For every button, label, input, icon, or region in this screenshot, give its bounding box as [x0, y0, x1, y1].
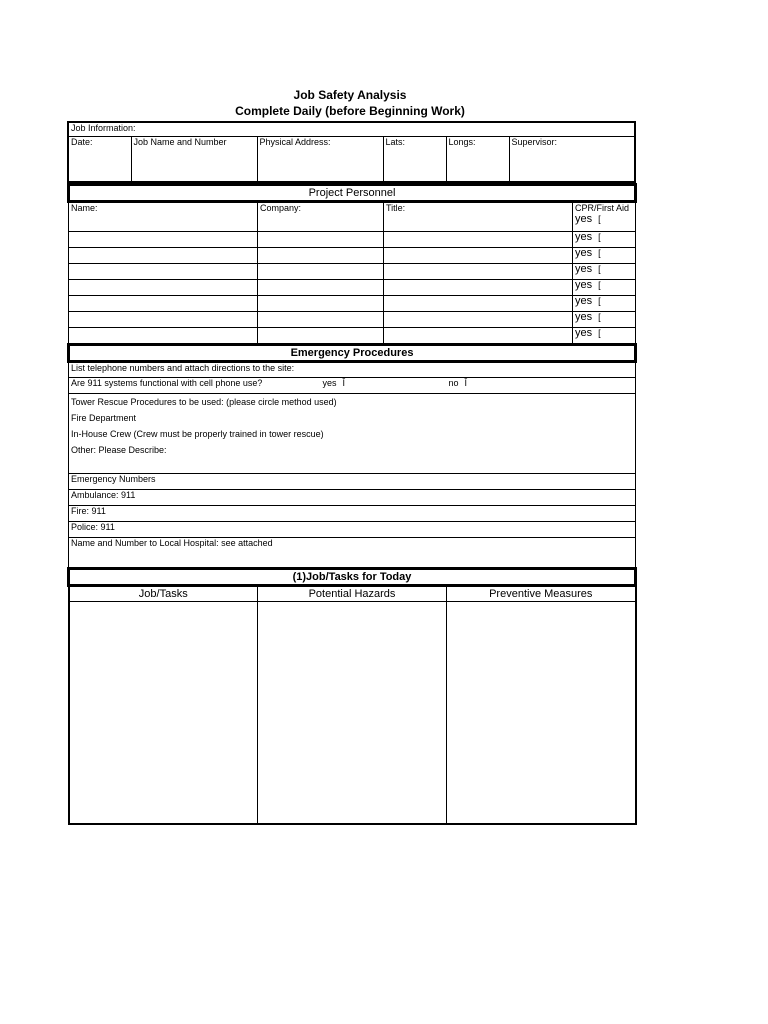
title-cell[interactable]	[384, 328, 573, 344]
emergency-heading: Emergency Procedures	[69, 345, 636, 362]
personnel-row	[69, 296, 636, 312]
measures-cell[interactable]	[447, 602, 636, 824]
company-cell[interactable]	[258, 312, 384, 328]
emergency-table	[67, 343, 637, 569]
cpr-cell[interactable]	[573, 248, 636, 264]
cpr-value[interactable]: yes	[575, 213, 593, 225]
personnel-row	[69, 328, 636, 344]
checkbox-mark[interactable]: [	[598, 264, 601, 274]
personnel-row	[69, 280, 636, 296]
cpr-value[interactable]: yes	[575, 247, 593, 259]
tasks-heading: (1)Job/Tasks for Today	[69, 569, 636, 586]
cpr-value[interactable]: yes	[575, 295, 593, 307]
fire-department-option[interactable]: Fire Department	[71, 413, 137, 423]
cpr-column-header	[573, 202, 636, 232]
form-title: Job Safety Analysis	[293, 88, 407, 102]
personnel-row	[69, 264, 636, 280]
tasks-table	[67, 567, 637, 825]
form-subtitle: Complete Daily (before Beginning Work)	[235, 104, 465, 118]
cpr-cell[interactable]	[573, 280, 636, 296]
personnel-row	[69, 248, 636, 264]
hazards-cell[interactable]	[258, 602, 447, 824]
company-cell[interactable]	[258, 248, 384, 264]
job-tasks-cell[interactable]	[69, 602, 258, 824]
title-cell[interactable]	[384, 296, 573, 312]
company-cell[interactable]	[258, 280, 384, 296]
cpr-value[interactable]: yes	[575, 311, 593, 323]
lats-field[interactable]: Lats:	[383, 136, 446, 182]
job-name-field[interactable]: Job Name and Number	[131, 136, 257, 182]
supervisor-field[interactable]: Supervisor:	[509, 136, 635, 182]
company-column-header: Company:	[258, 202, 384, 232]
systems-yes-option[interactable]	[321, 378, 447, 394]
systems-question: Are 911 systems functional with cell phone use?	[69, 378, 321, 394]
company-cell[interactable]	[258, 232, 384, 248]
phone-directions: List telephone numbers and attach directions to the site:	[69, 362, 636, 378]
systems-no-option[interactable]	[447, 378, 636, 394]
job-info-table	[67, 121, 636, 183]
rescue-procedures[interactable]	[69, 394, 636, 474]
no-checkbox[interactable]: Î	[464, 378, 468, 388]
cpr-value[interactable]: yes	[575, 327, 593, 339]
longs-field[interactable]: Longs:	[446, 136, 509, 182]
company-cell[interactable]	[258, 264, 384, 280]
checkbox-mark[interactable]: [	[598, 312, 601, 322]
yes-checkbox[interactable]: Î	[342, 378, 346, 388]
title-cell[interactable]	[384, 264, 573, 280]
checkbox-mark[interactable]: [	[598, 296, 601, 306]
hospital-info[interactable]: Name and Number to Local Hospital: see attached	[69, 538, 636, 569]
checkbox-mark[interactable]: [	[598, 280, 601, 290]
name-cell[interactable]	[69, 264, 258, 280]
name-cell[interactable]	[69, 248, 258, 264]
cpr-value[interactable]: yes	[575, 279, 593, 291]
job-info-label: Job Information:	[68, 122, 635, 136]
cpr-cell[interactable]	[573, 328, 636, 344]
checkbox-mark[interactable]: [	[598, 214, 601, 224]
emergency-numbers-title: Emergency Numbers	[69, 474, 636, 490]
other-option[interactable]: Other: Please Describe:	[71, 445, 167, 455]
cpr-cell[interactable]	[573, 296, 636, 312]
cpr-label: CPR/First Aid	[575, 203, 630, 213]
personnel-heading: Project Personnel	[69, 185, 636, 202]
personnel-row	[69, 312, 636, 328]
company-cell[interactable]	[258, 328, 384, 344]
address-field[interactable]: Physical Address:	[257, 136, 383, 182]
fire-number: Fire: 911	[69, 506, 636, 522]
date-field[interactable]: Date:	[68, 136, 131, 182]
title-cell[interactable]	[384, 248, 573, 264]
cpr-value[interactable]: yes	[575, 231, 593, 243]
name-cell[interactable]	[69, 280, 258, 296]
name-column-header: Name:	[69, 202, 258, 232]
rescue-title: Tower Rescue Procedures to be used: (please circle method used)	[71, 397, 337, 407]
cpr-cell[interactable]	[573, 264, 636, 280]
hazards-header: Potential Hazards	[258, 586, 447, 602]
company-cell[interactable]	[258, 296, 384, 312]
checkbox-mark[interactable]: [	[598, 328, 601, 338]
name-cell[interactable]	[69, 232, 258, 248]
title-cell[interactable]	[384, 232, 573, 248]
ambulance-number: Ambulance: 911	[69, 490, 636, 506]
no-label: no	[448, 378, 459, 388]
cpr-cell[interactable]	[573, 312, 636, 328]
personnel-table	[67, 183, 637, 344]
in-house-crew-option[interactable]: In-House Crew (Crew must be properly trained in tower rescue)	[71, 429, 324, 439]
checkbox-mark[interactable]: [	[598, 232, 601, 242]
checkbox-mark[interactable]: [	[598, 248, 601, 258]
measures-header: Preventive Measures	[447, 586, 636, 602]
name-cell[interactable]	[69, 296, 258, 312]
title-cell[interactable]	[384, 312, 573, 328]
title-column-header: Title:	[384, 202, 573, 232]
cpr-cell[interactable]	[573, 232, 636, 248]
yes-label: yes	[322, 378, 337, 388]
name-cell[interactable]	[69, 328, 258, 344]
cpr-value[interactable]: yes	[575, 263, 593, 275]
personnel-row	[69, 232, 636, 248]
title-cell[interactable]	[384, 280, 573, 296]
police-number: Police: 911	[69, 522, 636, 538]
job-tasks-header: Job/Tasks	[69, 586, 258, 602]
name-cell[interactable]	[69, 312, 258, 328]
